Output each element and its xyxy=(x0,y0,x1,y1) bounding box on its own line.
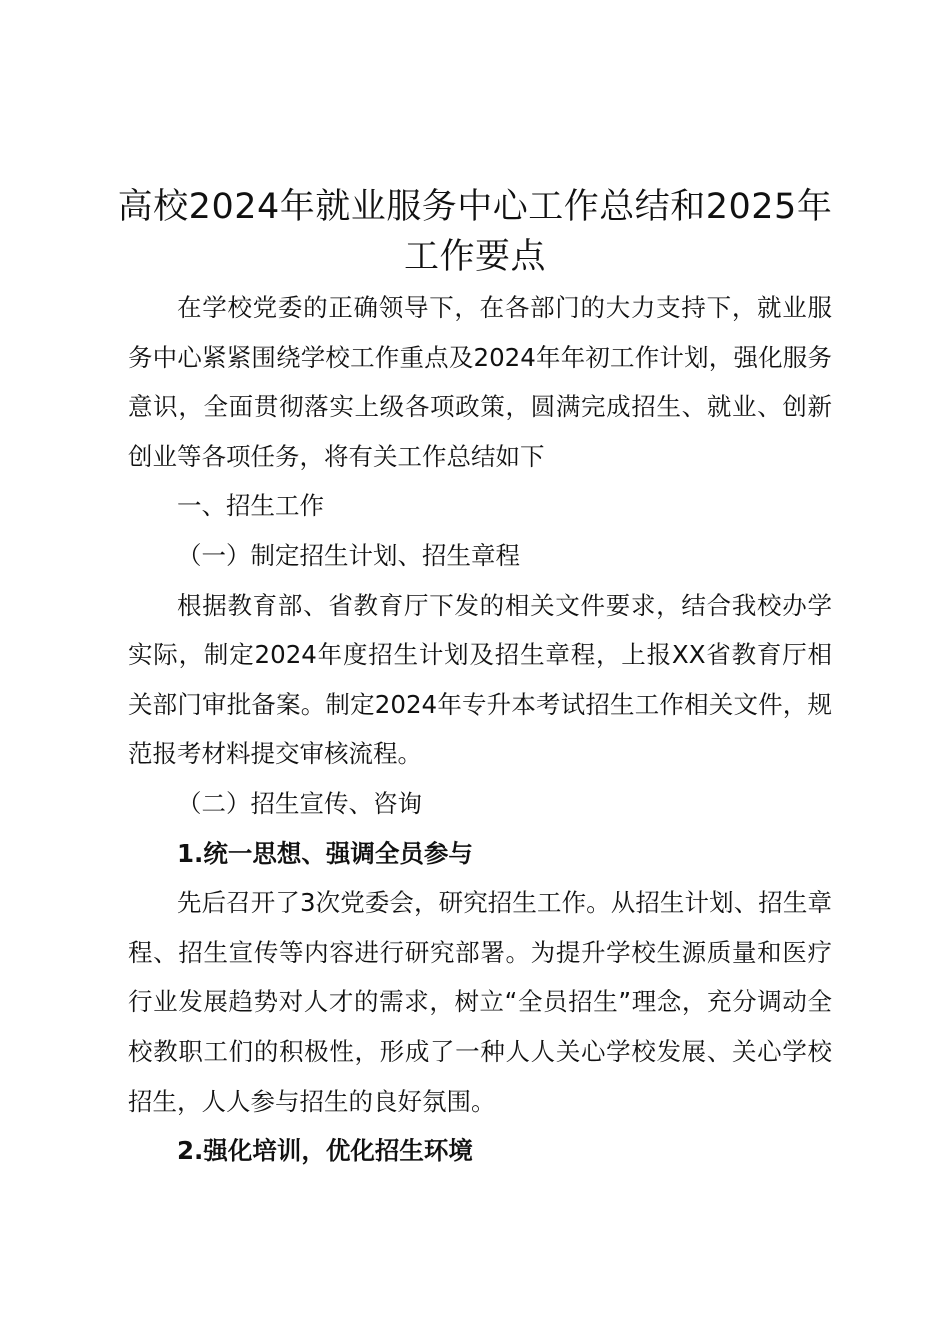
item-heading-2: 2.强化培训，优化招生环境 xyxy=(177,1136,473,1166)
section-heading-1: 一、招生工作 xyxy=(177,491,324,521)
body-paragraph: 根据教育部、省教育厅下发的相关文件要求，结合我校办学实际，制定2024年度招生计划及招生章程，上报XX省教育厅相关部门审批备案。制定2024年专升本考试招生工作相关文件，规范报考材料提交审核流程。 xyxy=(128,590,832,769)
intro-paragraph: 在学校党委的正确领导下，在各部门的大力支持下，就业服务中心紧紧围绕学校工作重点及2024年年初工作计划，强化服务意识，全面贯彻落实上级各项政策，圆满完成招生、就业、创新创业等各项任务，将有关工作总结如下 xyxy=(128,293,832,471)
body-paragraph: 先后召开了3次党委会，研究招生工作。从招生计划、招生章程、招生宣传等内容进行研究部署。为提升学校生源质量和医疗行业发展趋势对人才的需求，树立“全员招生”理念，充分调动全校教职工们的积极性，形成了一种人人关心学校发展、关心学校招生，人人参与招生的良好氛围。 xyxy=(128,888,832,1116)
subsection-heading-1: （一）制定招生计划、招生章程 xyxy=(177,540,520,570)
document-title: 高校2024年就业服务中心工作总结和2025年工作要点 xyxy=(117,187,833,277)
subsection-heading-2: （二）招生宣传、咨询 xyxy=(177,788,422,818)
item-heading-1: 1.统一思想、强调全员参与 xyxy=(177,838,473,868)
document-body xyxy=(128,283,832,1176)
